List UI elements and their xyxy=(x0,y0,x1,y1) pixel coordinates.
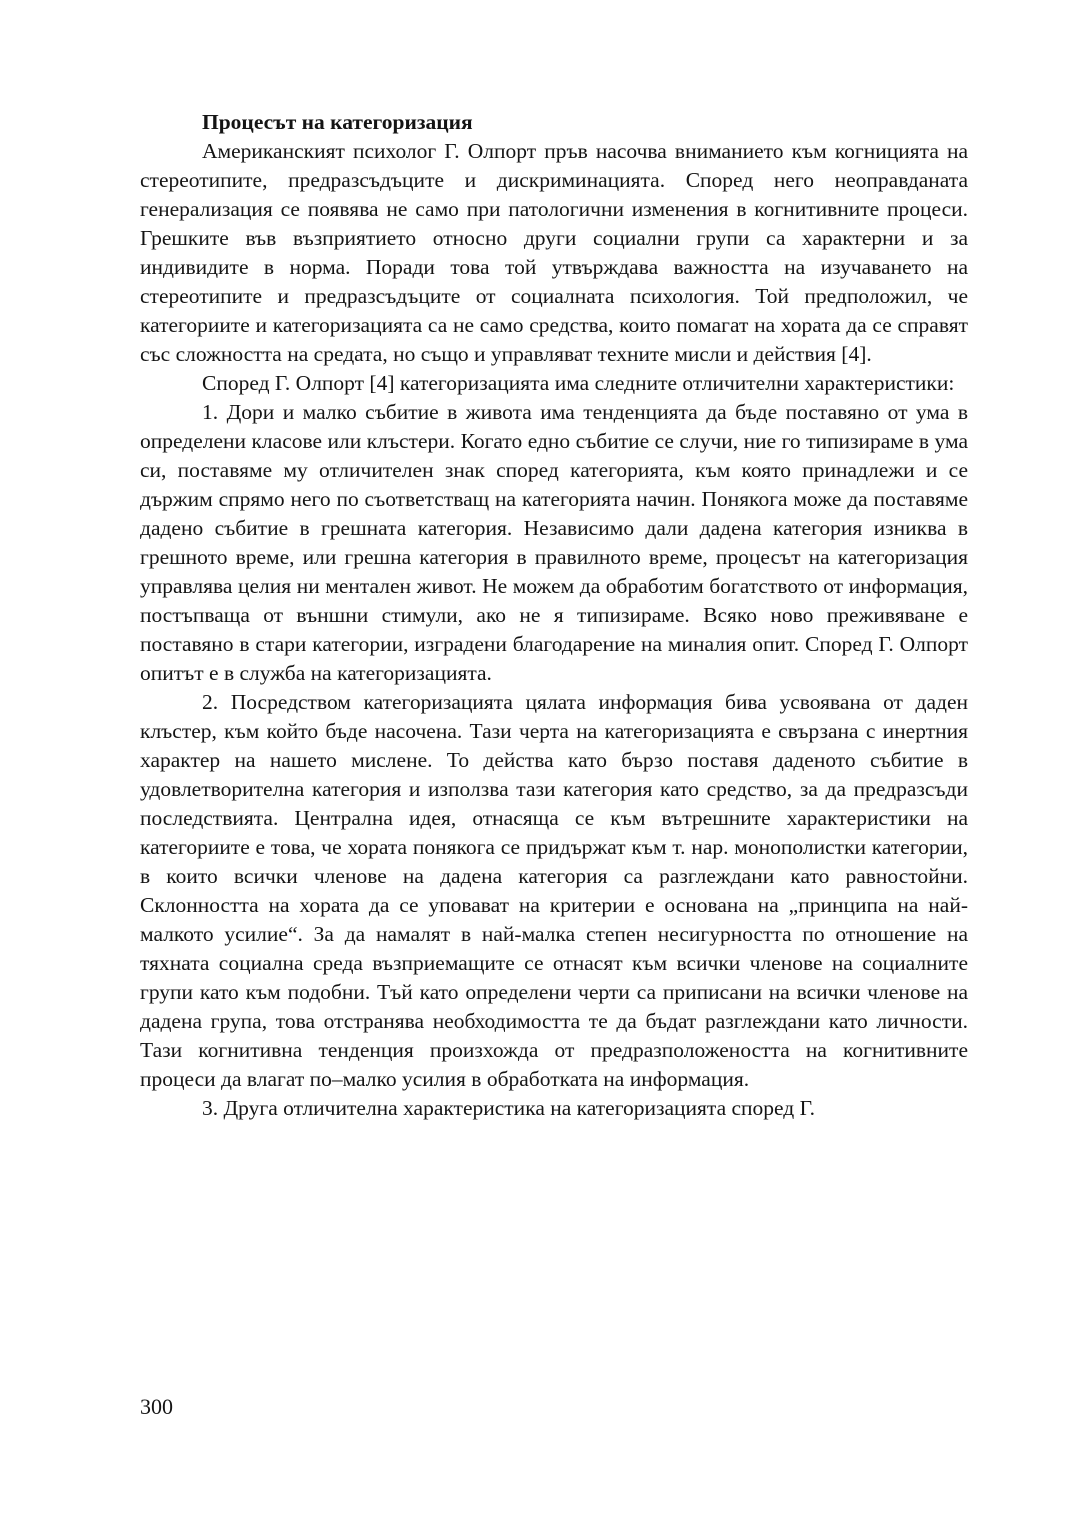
section-heading: Процесът на категоризация xyxy=(202,110,473,134)
paragraph-item-1: 1. Дори и малко събитие в живота има тенденцията да бъде поставяно от ума в определени класове или клъстери. Когато едно събитие се случи, ние го типизираме в ума си, поставяме му отличителен знак според категорията, към която принадлежи и се държим спрямо него по съответстващ на категорията начин. Понякога може да поставяме дадено събитие в грешната категория. Независимо дали дадена категория изниква в грешното време, или грешна категория в правилното време, процесът на категоризация управлява целия ни ментален живот. Не можем да обработим богатството от информация, постъпваща от външни стимули, ако не я типизираме. Всяко ново преживяване е поставяно в стари категории, изградени благодарение на миналия опит. Според Г. Олпорт опитът е в служба на категоризацията. xyxy=(140,400,968,685)
paragraph-item-3: 3. Друга отличителна характеристика на категоризацията според Г. xyxy=(202,1096,816,1120)
page-number: 300 xyxy=(140,1394,173,1419)
paragraph-intro: Американският психолог Г. Олпорт пръв насочва вниманието към когницията на стереотипите, предразсъдъците и дискриминацията. Според него неоправданата генерализация се появява не само при патологични изменения в когнитивните процеси. Грешките във възприятието относно други социални групи са характерни и за индивидите в норма. Поради това той утвърждава важността на изучаването на стереотипите и предразсъдъците от социалната психология. Той предположил, че категориите и категоризацията са не само средства, които помагат на хората да се справят със сложността на средата, но също и управляват техните мисли и действия [4]. xyxy=(140,139,968,366)
paragraph-lead-in: Според Г. Олпорт [4] категоризацията има следните отличителни характеристики: xyxy=(202,371,955,395)
text-block xyxy=(140,108,968,1123)
paragraph-item-2: 2. Посредством категоризацията цялата информация бива усвоявана от даден клъстер, към който бъде насочена. Тази черта на категоризацията е свързана с инертния характер на нашето мислене. То действа като бързо поставя даденото събитие в удовлетворителна категория и използва тази категория като средство, за да предразсъди последствията. Централна идея, отнасяща се към вътрешните характеристики на категориите е това, че хората понякога се придържат към т. нар. монополистки категории, в които всички членове на дадена категория са разглеждани като равностойни. Склонността на хората да се уповават на критерии е основана на „принципа на най-малкото усилие“. За да намалят в най-малка степен несигурността по отношение на тяхната социална среда възприемащите се отнасят към всички членове на социалните групи като към подобни. Тъй като определени черти са приписани на всички членове на дадена група, това отстранява необходимостта те да бъдат разглеждани като личности. Тази когнитивна тенденция произхожда от предразположеността на когнитивните процеси да влагат по–малко усилия в обработката на информация. xyxy=(140,690,968,1091)
